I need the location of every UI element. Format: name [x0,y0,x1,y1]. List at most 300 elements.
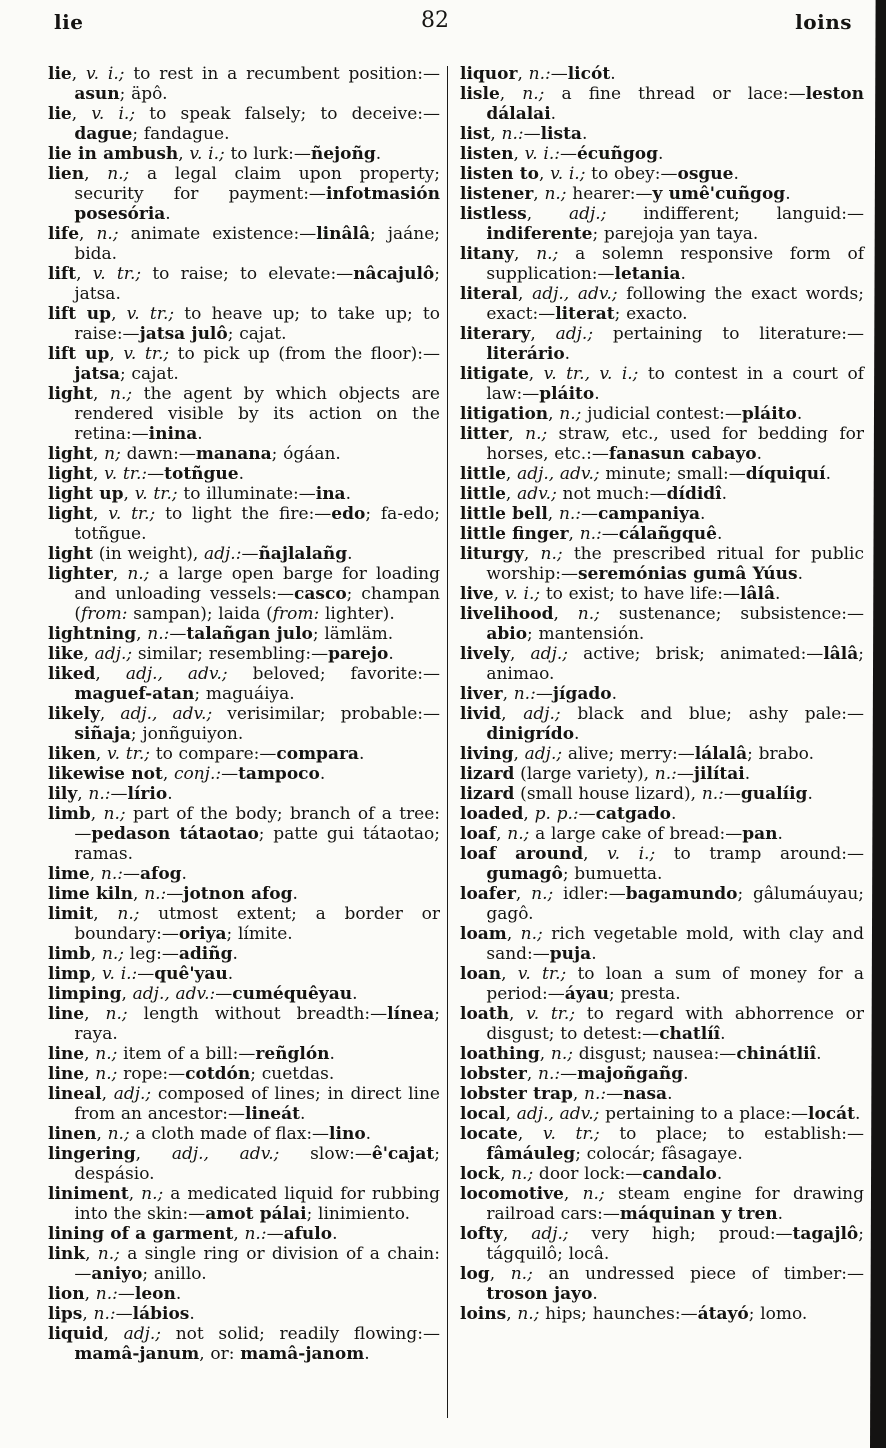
entry-text: beloved; favorite:— [227,664,440,684]
entry-text: — [137,964,155,984]
entry-bold-text: listener [460,184,534,204]
entry-italic-text: n.; [96,224,119,244]
entry-bold-text: life [48,224,80,244]
entry-text: (in weight), [93,544,205,564]
entry-text: animate existence:— [118,224,317,244]
guide-word-right: loins [795,10,852,34]
book-edge-shadow [870,0,886,1448]
entry-text: ; mantensión. [527,624,645,644]
entry-text: ; límite. [226,924,293,944]
entry-text: to compare:— [150,744,277,764]
entry-text: . [594,384,600,404]
entry-italic-text: n.; [582,1184,605,1204]
entry-italic-text: n.: [701,784,724,804]
entry-bold-text: linen [48,1124,97,1144]
entry-text: . [777,824,783,844]
page-number: 82 [421,8,449,33]
dictionary-entry [48,704,440,744]
entry-text: , [101,1084,114,1104]
entry-text: — [169,624,187,644]
entry-bold-text: manana [195,444,272,464]
entry-bold-text: talañgan julo [186,624,313,644]
dictionary-entry [460,164,864,184]
entry-text: , [89,864,101,884]
entry-text: to light the fire:— [155,504,332,524]
entry-bold-text: jatsa [74,364,120,384]
entry-text: . [181,864,187,884]
entry-text: , [233,1224,245,1244]
entry-bold-text: ina [315,484,346,504]
dictionary-entry [460,484,864,504]
entry-text: ; linimiento. [306,1204,411,1224]
entry-text: . [388,644,394,664]
dictionary-entry [460,604,864,644]
entry-text: , [509,1004,527,1024]
entry-italic-text: n.; [95,1044,118,1064]
entry-text: (large variety), [514,764,655,784]
entry-bold-text: limp [48,964,91,984]
entry-text: , [505,484,518,504]
entry-italic-text: adj., adv.; [171,1144,280,1164]
entry-bold-text: ñejoñg [310,144,376,164]
dictionary-entry [460,704,864,744]
entry-text: . [358,744,365,764]
entry-bold-text: y umê'cuñgog [652,184,786,204]
entry-bold-text: majoñgañg [577,1064,684,1084]
entry-italic-text: adj., adv.: [132,984,216,1004]
dictionary-entry [460,1004,864,1044]
entry-text: alive; merry:— [562,744,695,764]
entry-italic-text: adj.: [204,544,242,564]
entry-text: . [574,724,580,744]
entry-italic-text: from: [272,604,320,624]
entry-text: , [526,1064,539,1084]
entry-text: , [109,344,124,364]
entry-text: — [221,764,239,784]
entry-italic-text: n.: [88,784,111,804]
entry-text: , [513,144,525,164]
entry-italic-text: v. i.; [189,144,225,164]
dictionary-entry [48,444,440,464]
entry-text: . [292,884,298,904]
entry-text: . [756,444,763,464]
entry-text: ; parejoja yan taya. [592,224,759,244]
entry-text: , [505,464,518,484]
entry-text: , [517,64,529,84]
entry-text: ; colocár; fâsagaye. [575,1144,743,1164]
entry-italic-text: n.; [107,1124,130,1144]
entry-italic-text: v. i.; [550,164,586,184]
dictionary-entry [460,204,864,244]
entry-text: . [610,64,616,84]
entry-bold-text: leston dálalai [486,84,864,124]
entry-bold-text: limping [48,984,122,1004]
dictionary-entry [48,344,440,384]
entry-text: . [683,1064,689,1084]
entry-bold-text: línea [387,1004,435,1024]
dictionary-entry [48,1304,440,1324]
entry-text: the agent by which objects are rendered visible by its action on the retina:— [74,384,440,444]
entry-text: — [581,504,599,524]
entry-text: ; jaáne; bida. [74,224,440,264]
entry-bold-text: little bell [460,504,548,524]
entry-bold-text: jatsa julô [139,324,228,344]
entry-text: . [777,1204,784,1224]
entry-italic-text: v. i.; [504,584,541,604]
entry-bold-text: live [460,584,494,604]
entry-text: . [319,764,326,784]
entry-text: ; raya. [74,1004,440,1044]
dictionary-entry [48,1004,440,1044]
entry-text: , [499,84,523,104]
entry-text: , [523,544,541,564]
entry-text: , [501,704,524,724]
entry-bold-text: lips [48,1304,83,1324]
entry-text: , [95,664,126,684]
entry-italic-text: adj., adv.; [532,284,618,304]
entry-text: , [526,204,569,224]
entry-text: , [513,744,525,764]
entry-italic-text: adj.; [523,704,561,724]
entry-text: , [553,604,578,624]
entry-bold-text: lift up [48,304,112,324]
entry-text: verisimilar; probable:— [212,704,441,724]
entry-text: ; jatsa. [74,264,440,304]
dictionary-entry [48,484,440,504]
entry-bold-text: listless [460,204,527,224]
entry-text: hearer:— [566,184,653,204]
entry-text: part of the body; branch of a tree:— [74,804,441,844]
entry-italic-text: conj.: [173,764,222,784]
column-divider-rule [447,66,448,1418]
entry-text: , [530,324,556,344]
entry-text: . [581,124,588,144]
entry-text: ; äpô. [119,84,168,104]
entry-text: , [71,64,87,84]
entry-text: , [502,1224,532,1244]
entry-bold-text: fanasun cabayo [608,444,757,464]
entry-bold-text: candalo [642,1164,717,1184]
entry-bold-text: listen [460,144,514,164]
entry-bold-text: liquor [460,64,518,84]
entry-text: , [76,264,93,284]
entry-italic-text: adj.; [569,204,607,224]
entry-bold-text: loathing [460,1044,540,1064]
entry-bold-text: bagamundo [625,884,738,904]
entry-bold-text: infotmasión posesória [74,184,440,224]
entry-italic-text: n.; [507,824,530,844]
entry-bold-text: loath [460,1004,510,1024]
entry-bold-text: lizard [460,784,515,804]
entry-text: . [591,944,597,964]
entry-text: . [855,1104,861,1124]
entry-text: a large cake of bread:— [529,824,743,844]
entry-text: . [785,184,791,204]
entry-text: ; bumuetta. [562,864,663,884]
entry-italic-text: n.: [93,1304,116,1324]
entry-bold-text: nâcajulô [353,264,435,284]
entry-text: (small house lizard), [514,784,702,804]
entry-bold-text: afulo [283,1224,333,1244]
dictionary-entry [460,404,864,424]
dictionary-entry [460,524,864,544]
entry-bold-text: livid [460,704,502,724]
entry-bold-text: lineát [245,1104,300,1124]
entry-text: , [499,1164,512,1184]
entry-text: . [352,984,358,1004]
entry-bold-text: catgado [595,804,671,824]
entry-italic-text: n.; [105,1004,128,1024]
entry-bold-text: lâlâ [823,644,859,664]
entry-text: . [716,1164,723,1184]
entry-text: a fine thread or lace:— [544,84,806,104]
entry-text: ; jonñguiyon. [130,724,244,744]
entry-bold-text: log [460,1264,490,1284]
dictionary-entry [460,1064,864,1084]
page-header [48,8,862,42]
dictionary-entry [460,824,864,844]
entry-text: . [680,264,686,284]
entry-text: , [96,1124,108,1144]
entry-text: , [90,804,104,824]
entry-text: idler:— [553,884,626,904]
entry-italic-text: adj.; [531,1224,569,1244]
dictionary-entry [48,264,440,304]
dictionary-entry [460,84,864,124]
dictionary-entry [48,1124,440,1144]
entry-text: to speak falsely; to deceive:— [135,104,440,124]
dictionary-entry [48,1224,440,1244]
entry-text: , [93,464,105,484]
entry-bold-text: áyau [564,984,609,1004]
entry-text: to rest in a recumbent position:— [124,64,440,84]
entry-italic-text: n.; [95,1064,118,1084]
entry-text: — [601,524,619,544]
entry-bold-text: lâlâ [740,584,775,604]
entry-italic-text: v. tr.; [123,344,170,364]
entry-bold-text: limb [48,804,91,824]
entry-text: , [99,704,121,724]
dictionary-entry [48,904,440,944]
entry-text: . [564,344,571,364]
entry-text: , [93,384,110,404]
entry-italic-text: adj.; [94,644,133,664]
entry-text: , [508,424,526,444]
entry-text: , [548,404,560,424]
entry-text: , [533,184,545,204]
entry-text: judicial contest:— [581,404,742,424]
dictionary-entry [460,244,864,284]
entry-bold-text: puja [549,944,592,964]
entry-bold-text: lining of a garment [48,1224,234,1244]
entry-italic-text: from: [80,604,128,624]
entry-text: . [816,1044,822,1064]
entry-bold-text: locomotive [460,1184,564,1204]
entry-text: , [583,844,608,864]
entry-text: , [501,964,518,984]
dictionary-entry [460,464,864,484]
entry-text: . [550,104,557,124]
entry-italic-text: n.; [107,164,130,184]
entry-italic-text: n.; [103,804,126,824]
dictionary-entry [460,1124,864,1164]
entry-text: . [720,1024,726,1044]
entry-italic-text: n.; [97,1244,120,1264]
dictionary-entry [48,764,440,784]
entry-text: pertaining to literature:— [593,324,864,344]
entry-italic-text: v. i.: [524,144,560,164]
entry-text: — [117,1284,135,1304]
entry-bold-text: gumagô [486,864,563,884]
entry-italic-text: n.; [101,944,125,964]
entry-text: — [110,784,128,804]
entry-bold-text: list [460,124,491,144]
entry-bold-text: loaf [460,824,497,844]
entry-text: indifferent; languid:— [606,204,864,224]
entry-bold-text: loins [460,1304,507,1324]
entry-text: , [123,484,135,504]
entry-text: . [347,544,353,564]
entry-text: . [189,1304,195,1324]
entry-text: — [266,1224,284,1244]
entry-text: , [90,944,102,964]
entry-text: active; brisk; animated:— [567,644,824,664]
entry-text: . [345,484,351,504]
right-column [460,64,864,1324]
entry-bold-text: nasa [623,1084,668,1104]
entry-text: , [90,964,102,984]
entry-bold-text: livelihood [460,604,554,624]
entry-text: ; animao. [486,644,864,684]
entry-bold-text: listen to [460,164,539,184]
entry-text: , [518,284,533,304]
entry-text: a legal claim upon property; security for payment:— [74,164,440,204]
entry-text: . [175,1284,182,1304]
entry-text: , [93,904,118,924]
dictionary-entry [48,884,440,904]
entry-text: , [84,164,108,184]
entry-italic-text: adj., adv.; [125,664,228,684]
entry-bold-text: fâmáuleg [486,1144,576,1164]
entry-text: similar; resembling:— [132,644,329,664]
entry-text: . [774,584,781,604]
dictionary-entry [460,1164,864,1184]
entry-bold-text: cotdón [185,1064,251,1084]
dictionary-entry [48,784,440,804]
entry-italic-text: n.; [525,424,548,444]
entry-text: . [167,784,173,804]
entry-bold-text: lálalâ [694,744,748,764]
entry-text: , [506,924,521,944]
entry-bold-text: cuméquêyau [232,984,353,1004]
dictionary-entry [48,304,440,344]
entry-bold-text: totñgue [164,464,239,484]
dictionary-entry [48,144,440,164]
entry-bold-text: edo [331,504,366,524]
entry-text: . [232,944,238,964]
entry-text: . [716,524,723,544]
dictionary-entry [460,764,864,784]
dictionary-entry [48,1144,440,1184]
entry-text: , [572,1084,585,1104]
entry-italic-text: n.; [517,1304,540,1324]
entry-text: — [676,764,694,784]
entry-italic-text: n.: [654,764,677,784]
entry-bold-text: little finger [460,524,569,544]
entry-text: ; cajat. [227,324,287,344]
entry-bold-text: lábios [132,1304,190,1324]
entry-bold-text: aniyo [91,1264,143,1284]
entry-italic-text: n.; [550,1044,573,1064]
entry-italic-text: n.: [501,124,524,144]
entry-text: , [111,304,127,324]
entry-italic-text: v. tr.; [107,744,150,764]
entry-bold-text: tagajlô [792,1224,859,1244]
entry-text: ; champan ( [74,584,440,624]
entry-bold-text: jilítai [693,764,745,784]
entry-italic-text: v. tr.; [108,504,156,524]
dictionary-entry [460,744,864,764]
dictionary-entry [460,424,864,464]
entry-text: to illuminate:— [177,484,316,504]
entry-italic-text: v. i.; [607,844,656,864]
entry-text: , [112,564,128,584]
entry-text: , [85,1244,98,1264]
entry-italic-text: n.: [244,1224,267,1244]
entry-text: . [744,764,751,784]
entry-text: . [733,164,739,184]
entry-bold-text: lie [48,104,72,124]
entry-bold-text: díquiquí [745,464,826,484]
entry-bold-text: lie in ambush [48,144,179,164]
entry-text: ; fa-edo; totñgue. [74,504,440,544]
entry-bold-text: lingering [48,1144,136,1164]
entry-italic-text: adj.; [123,1324,162,1344]
entry-text: — [166,884,184,904]
entry-text: ; ógáan. [271,444,341,464]
dictionary-entry [48,224,440,264]
entry-italic-text: n.; [117,904,140,924]
entry-text: — [550,64,568,84]
guide-word-left: lie [54,10,84,34]
entry-bold-text: line [48,1004,85,1024]
entry-text: . [667,1084,673,1104]
dictionary-entry [48,1184,440,1224]
entry-italic-text: v. tr.; [542,1124,600,1144]
entry-bold-text: lily [48,784,78,804]
entry-bold-text: reñglón [255,1044,330,1064]
entry-text: to exist; to have life:— [540,584,741,604]
entry-bold-text: pedason tátaotao [91,824,259,844]
entry-bold-text: liked [48,664,96,684]
dictionary-entry [460,184,864,204]
dictionary-entry [460,844,864,884]
entry-text: , [83,644,95,664]
entry-bold-text: living [460,744,514,764]
entry-bold-text: tampoco [238,764,320,784]
entry-bold-text: cálañgquê [618,524,717,544]
entry-bold-text: loaded [460,804,524,824]
entry-text: . [227,964,234,984]
entry-bold-text: gualíig [740,784,808,804]
dictionary-entry [460,124,864,144]
entry-text: an undressed piece of timber:— [532,1264,864,1284]
entry-text: . [825,464,831,484]
entry-text: — [535,684,553,704]
entry-italic-text: n.; [536,244,559,264]
entry-bold-text: oriya [178,924,227,944]
entry-italic-text: n.: [144,884,167,904]
